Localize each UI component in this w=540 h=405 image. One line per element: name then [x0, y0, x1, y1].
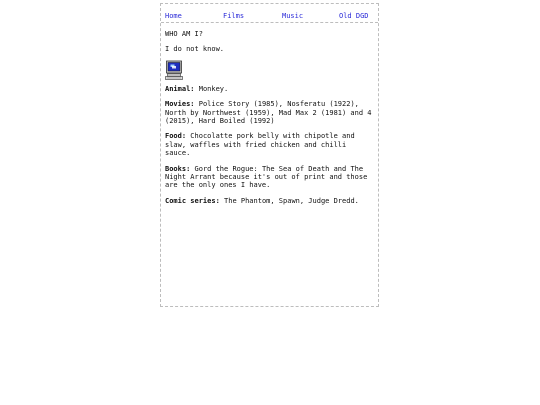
movies-value: Police Story (1985), Nosferatu (1922), North by Northwest (1959), Mad Max 2 (1981) and 4 (2015), Hard Boiled (1992)	[165, 100, 372, 126]
movies-line	[165, 100, 374, 125]
movies-label: Movies:	[165, 100, 195, 109]
comics-value: The Phantom, Spawn, Judge Dredd.	[224, 196, 359, 205]
comics-line	[165, 197, 374, 205]
nav-divider	[161, 22, 378, 23]
animal-value: Monkey.	[198, 84, 229, 93]
page-frame	[160, 3, 379, 307]
answer-text: I do not know.	[165, 45, 225, 54]
food-value: Chocolatte pork belly with chipotle and slaw, waffles with fried chicken and chilli sauce.	[165, 132, 355, 158]
books-value: Gord the Rogue: The Sea of Death and The Night Arrant because it's out of print and those are the only ones I have.	[165, 164, 368, 190]
comics-label: Comic series:	[165, 196, 220, 205]
food-label: Food:	[165, 132, 187, 141]
animal-label: Animal:	[165, 84, 195, 93]
nav-home-link[interactable]: Home	[165, 12, 182, 20]
page-heading: WHO AM I?	[165, 30, 203, 38]
computer-icon	[165, 60, 185, 80]
books-line	[165, 165, 374, 190]
main-content	[165, 30, 374, 212]
nav-old-dgd-link[interactable]: Old DGD	[339, 12, 369, 20]
nav-music-link[interactable]: Music	[282, 12, 304, 20]
nav-films-link[interactable]: Films	[223, 12, 245, 20]
animal-line	[165, 85, 374, 93]
food-line	[165, 132, 374, 157]
top-nav	[165, 11, 374, 21]
books-label: Books:	[165, 164, 191, 173]
